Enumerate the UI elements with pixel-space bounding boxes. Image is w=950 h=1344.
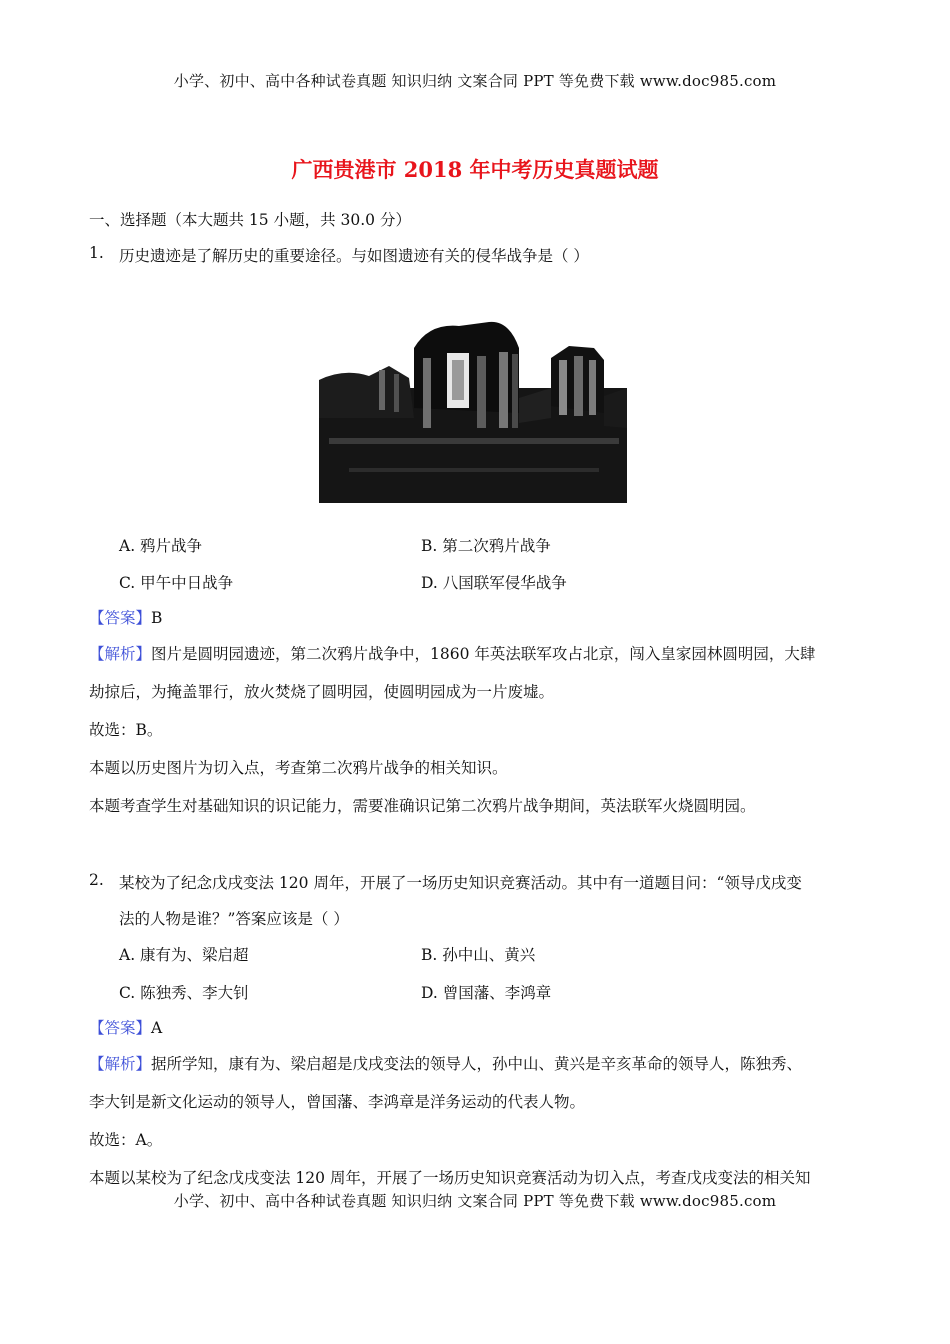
q2-option-d: D. 曾国藩、李鸿章 xyxy=(421,984,552,1002)
q2-stem-line1: 某校为了纪念戊戌变法 120 周年，开展了一场历史知识竞赛活动。其中有一道题目问：“领导戊戌变 xyxy=(119,874,802,892)
answer-label: 【答案】 xyxy=(89,609,152,627)
q2-number: 2. xyxy=(89,871,104,889)
analysis-label: 【解析】 xyxy=(89,1055,152,1073)
q2-analysis xyxy=(89,1052,802,1074)
q2-option-a: A. 康有为、梁启超 xyxy=(119,946,249,964)
answer-label: 【答案】 xyxy=(89,1019,152,1037)
q2-analysis-line1: 据所学知，康有为、梁启超是戊戌变法的领导人，孙中山、黄兴是辛亥革命的领导人，陈独秀、 xyxy=(151,1055,803,1073)
q2-stem-line2: 法的人物是谁？”答案应该是（ ） xyxy=(119,910,349,928)
q2-answer-value: A xyxy=(151,1019,163,1037)
yuanmingyuan-ruins-photo xyxy=(319,318,627,503)
q2-option-c: C. 陈独秀、李大钊 xyxy=(119,984,249,1002)
q1-analysis-line1: 图片是圆明园遗迹，第二次鸦片战争中，1860 年英法联军攻占北京，闯入皇家园林圆明园，大肆 xyxy=(151,645,816,663)
q1-analysis xyxy=(89,642,815,664)
q1-option-a: A. 鸦片战争 xyxy=(119,537,203,555)
q2-note1: 本题以某校为了纪念戊戌变法 120 周年，开展了一场历史知识竞赛活动为切入点，考查戊戌变法的相关知 xyxy=(89,1169,811,1187)
q1-choice: 故选：B。 xyxy=(89,721,163,739)
section-heading: 一、选择题（本大题共 15 小题，共 30.0 分） xyxy=(89,211,411,229)
q2-analysis-line2: 李大钊是新文化运动的领导人，曾国藩、李鸿章是洋务运动的代表人物。 xyxy=(89,1093,586,1111)
q1-analysis-line2: 劫掠后，为掩盖罪行，放火焚烧了圆明园，使圆明园成为一片废墟。 xyxy=(89,683,555,701)
page-header: 小学、初中、高中各种试卷真题 知识归纳 文案合同 PPT 等免费下载 www.doc985.com xyxy=(173,72,777,90)
q1-answer xyxy=(89,606,162,628)
q1-number: 1. xyxy=(89,244,104,262)
q1-note1: 本题以历史图片为切入点，考查第二次鸦片战争的相关知识。 xyxy=(89,759,508,777)
page-footer: 小学、初中、高中各种试卷真题 知识归纳 文案合同 PPT 等免费下载 www.doc985.com xyxy=(173,1192,777,1210)
q1-option-b: B. 第二次鸦片战争 xyxy=(421,537,551,555)
q1-option-c: C. 甲午中日战争 xyxy=(119,574,234,592)
q1-answer-value: B xyxy=(151,609,163,627)
exam-title: 广西贵港市 2018 年中考历史真题试题 xyxy=(291,157,659,182)
q1-option-d: D. 八国联军侵华战争 xyxy=(421,574,567,592)
q1-note2: 本题考查学生对基础知识的识记能力，需要准确识记第二次鸦片战争期间，英法联军火烧圆明园。 xyxy=(89,797,756,815)
q1-stem: 历史遗迹是了解历史的重要途径。与如图遗迹有关的侵华战争是（ ） xyxy=(119,247,589,265)
q2-answer xyxy=(89,1016,162,1038)
q2-option-b: B. 孙中山、黄兴 xyxy=(421,946,536,964)
analysis-label: 【解析】 xyxy=(89,645,152,663)
q2-choice: 故选：A。 xyxy=(89,1131,163,1149)
